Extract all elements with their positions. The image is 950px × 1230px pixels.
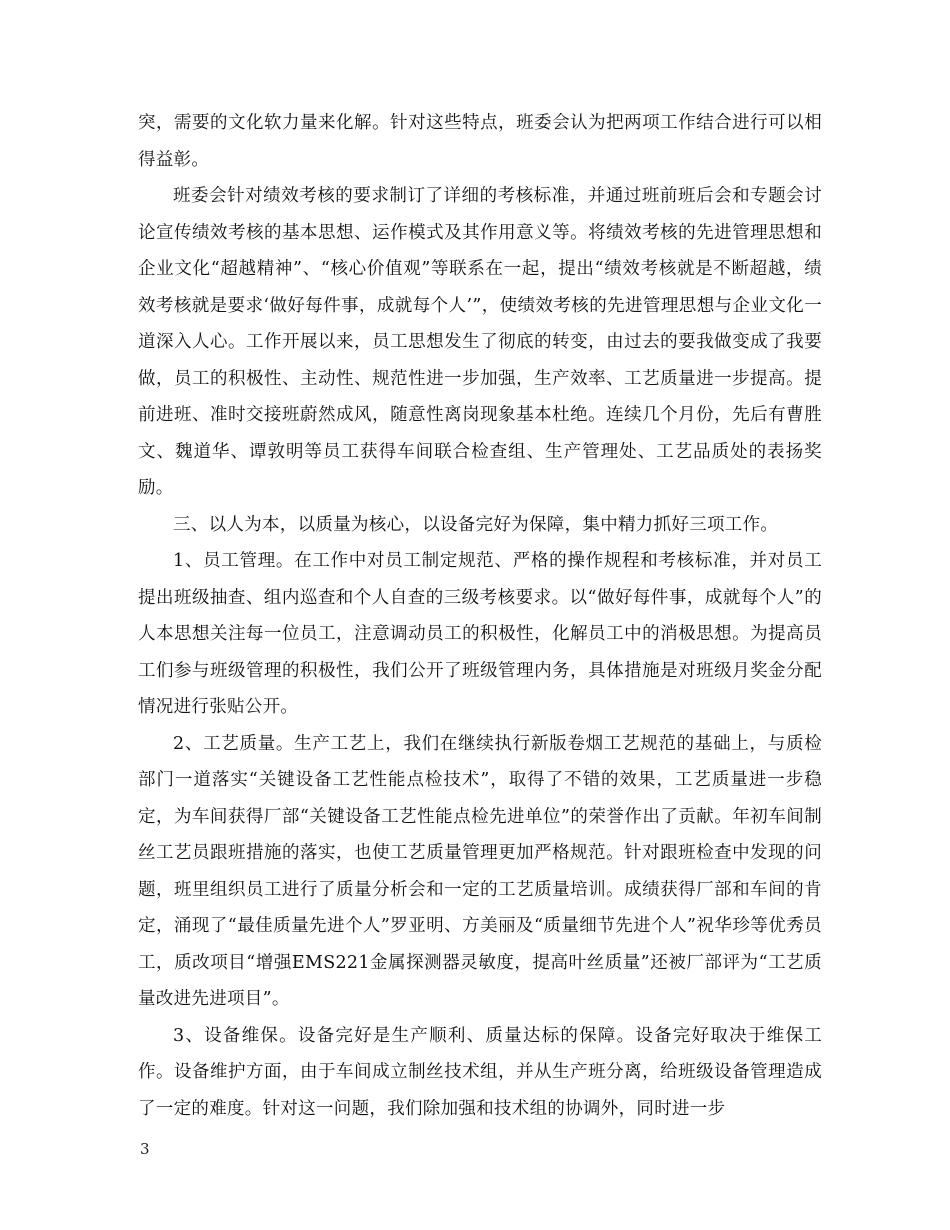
- section-heading-three-tasks: 三、以人为本，以质量为核心，以设备完好为保障，集中精力抓好三项工作。: [173, 514, 779, 535]
- paragraph-process-quality: 2、工艺质量。生产工艺上，我们在继续执行新版卷烟工艺规范的基础上，与质检部门一道落实“关键设备工艺性能点检技术”，取得了不错的效果，工艺质量进一步稳定，为车间获得厂部“关键设备工艺性能点检先进单位”的荣誉作出了贡献。年初车间制丝工艺员跟班措施的落实，也使工艺质量管理更加严格规范。针对跟班检查中发现的问题，班里组织员工进行了质量分析会和一定的工艺质量培训。成绩获得厂部和车间的肯定，涌现了“最佳质量先进个人”罗亚明、方美丽及“质量细节先进个人”祝华珍等优秀员工，质改项目“增强EMS221金属探测器灵敏度，提高叶丝质量”还被厂部评为“工艺质量改进先进项目”。: [138, 733, 822, 1009]
- paragraph-performance-assessment: 班委会针对绩效考核的要求制订了详细的考核标准，并通过班前班后会和专题会讨论宣传绩效考核的基本思想、运作模式及其作用意义等。将绩效考核的先进管理思想和企业文化“超越精神”、“核心价值观”等联系在一起，提出“绩效考核就是不断超越，绩效考核就是要求‘做好每件事，成就每个人’”，使绩效考核的先进管理思想与企业文化一道深入人心。工作开展以来，员工思想发生了彻底的转变，由过去的要我做变成了我要做，员工的积极性、主动性、规范性进一步加强，生产效率、工艺质量进一步提高。提前进班、准时交接班蔚然成风，随意性离岗现象基本杜绝。连续几个月份，先后有曹胜文、魏道华、谭敦明等员工获得车间联合检查组、生产管理处、工艺品质处的表扬奖励。: [138, 186, 822, 498]
- page-number: 3: [140, 1140, 150, 1158]
- paragraph-equipment-maintenance: 3、设备维保。设备完好是生产顺利、质量达标的保障。设备完好取决于维保工作。设备维护方面，由于车间成立制丝技术组，并从生产班分离，给班级设备管理造成了一定的难度。针对这一问题，我们除加强和技术组的协调外，同时进一步: [138, 1025, 822, 1119]
- paragraph-continuation: 突，需要的文化软力量来化解。针对这些特点，班委会认为把两项工作结合进行可以相得益彰。: [138, 113, 822, 170]
- document-page: [138, 105, 822, 1127]
- paragraph-employee-management: 1、员工管理。在工作中对员工制定规范、严格的操作规程和考核标准，并对员工提出班级抽查、组内巡查和个人自查的三级考核要求。以“做好每件事，成就每个人”的人本思想关注每一位员工，注意调动员工的积极性，化解员工中的消极思想。为提高员工们参与班级管理的积极性，我们公开了班级管理内务，具体措施是对班级月奖金分配情况进行张贴公开。: [138, 551, 822, 717]
